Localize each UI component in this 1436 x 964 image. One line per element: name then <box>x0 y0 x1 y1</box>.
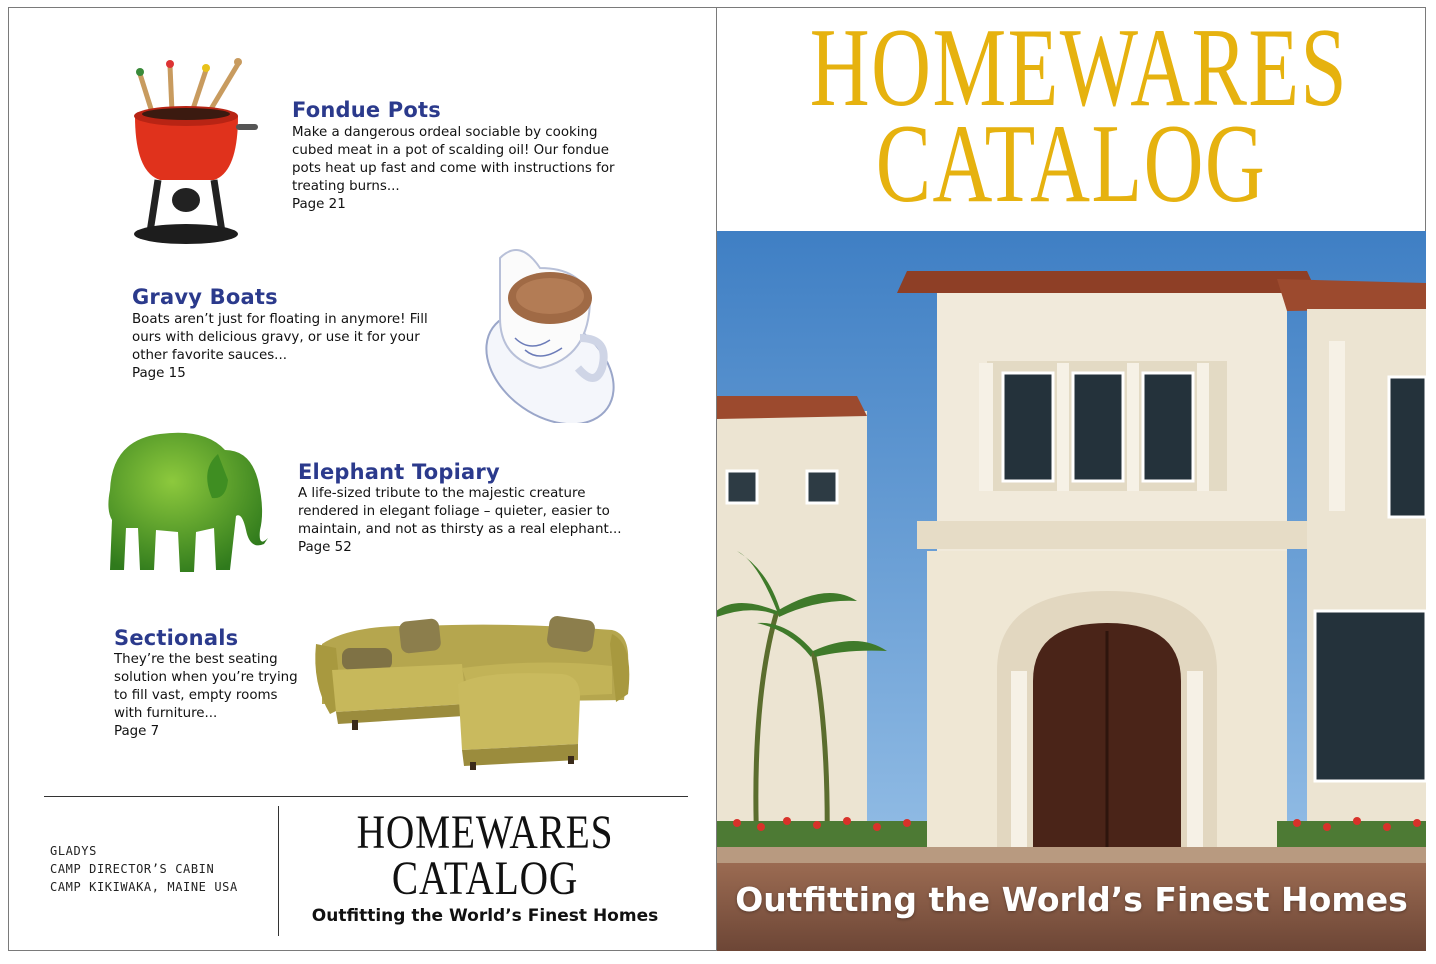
item-text-elephant: A life-sized tribute to the majestic creature rendered in elegant foliage – quieter, easier to maintain, and not as thirsty as a real elephant... <box>298 486 622 537</box>
item-desc-elephant <box>298 485 648 557</box>
item-title-sectionals[interactable]: Sectionals <box>114 626 239 650</box>
item-title-elephant[interactable]: Elephant Topiary <box>298 460 500 484</box>
item-text-fondue: Make a dangerous ordeal sociable by cooking cubed meat in a pot of scalding oil! Our fondue pots heat up fast and come with instructions for treating burns... <box>292 125 615 194</box>
item-text-sectionals: They’re the best seating solution when you’re trying to fill vast, empty rooms with furniture... <box>114 652 298 721</box>
address-line-1: GLADYS <box>50 844 97 858</box>
mailing-address <box>50 842 238 896</box>
item-desc-sectionals <box>114 651 309 741</box>
item-page-sectionals[interactable]: Page 7 <box>114 724 160 739</box>
elephant-topiary-image <box>100 420 272 580</box>
gravy-boat-image <box>470 228 630 423</box>
logo-tagline: Outfitting the World’s Finest Homes <box>311 906 659 926</box>
item-page-gravy[interactable]: Page 15 <box>132 366 186 381</box>
item-title-fondue[interactable]: Fondue Pots <box>292 98 441 122</box>
item-page-elephant[interactable]: Page 52 <box>298 540 352 555</box>
address-line-2: CAMP DIRECTOR’S CABIN <box>50 862 215 876</box>
logo-line-2: CATALOG <box>391 852 579 905</box>
item-text-gravy: Boats aren’t just for floating in anymore! Fill ours with delicious gravy, or use it for your other favorite sauces... <box>132 312 428 363</box>
cover-title <box>718 6 1424 226</box>
cover-title-line-2: CATALOG <box>875 102 1267 226</box>
fondue-pot-image <box>110 52 260 252</box>
mailer-rule <box>44 796 688 797</box>
catalog-logo <box>300 806 670 926</box>
address-line-3: CAMP KIKIWAKA, MAINE USA <box>50 880 238 894</box>
item-desc-fondue <box>292 124 642 214</box>
item-title-gravy[interactable]: Gravy Boats <box>132 285 278 309</box>
sectional-sofa-image <box>312 604 634 772</box>
logo-line-1: HOMEWARES <box>356 806 614 859</box>
mansion-photo <box>717 231 1426 951</box>
cover-title-line-1: HOMEWARES <box>809 6 1349 130</box>
cover-tagline: Outfitting the World’s Finest Homes <box>735 880 1408 919</box>
mailer-divider <box>278 806 279 936</box>
item-page-fondue[interactable]: Page 21 <box>292 197 346 212</box>
item-desc-gravy <box>132 311 447 383</box>
